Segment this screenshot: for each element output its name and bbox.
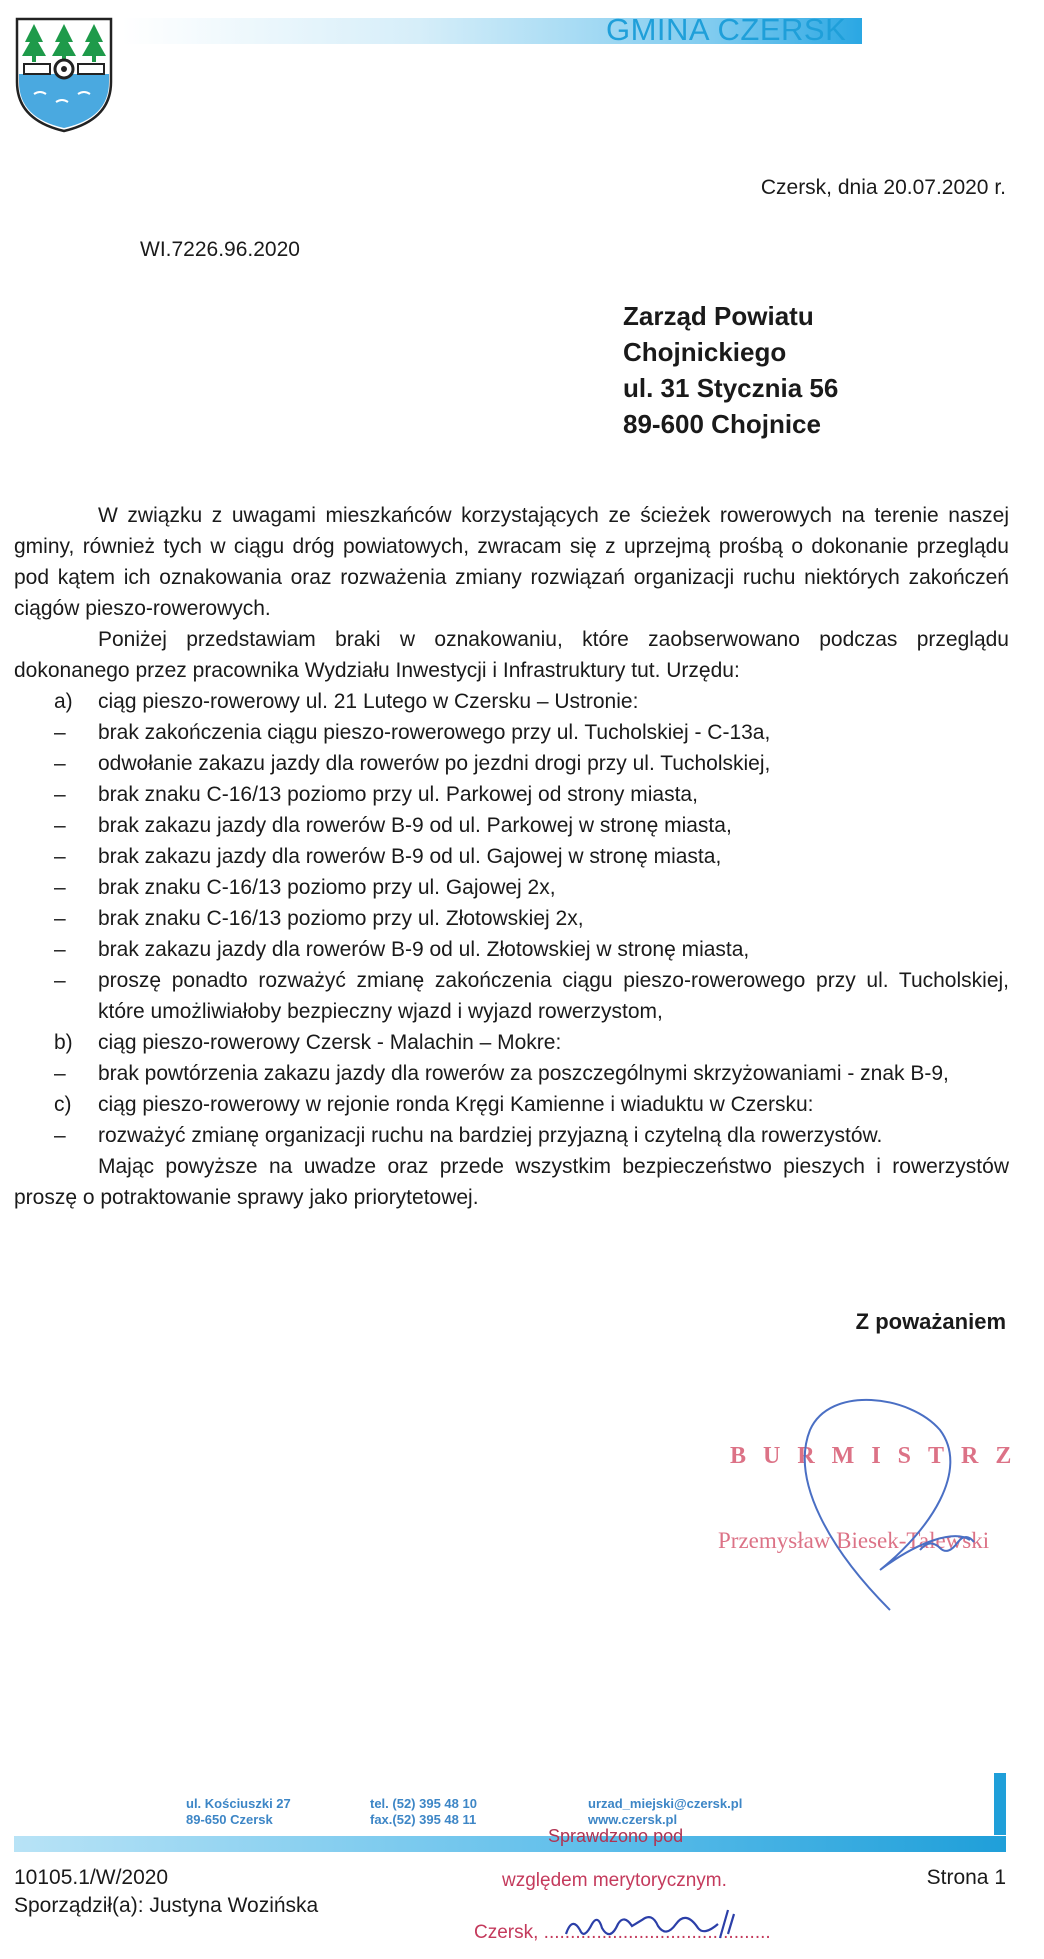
recipient-line: ul. 31 Stycznia 56	[623, 373, 839, 403]
list-item-text: brak powtórzenia zakazu jazdy dla rowerów za poszczególnymi skrzyżowaniami - znak B-9,	[98, 1062, 949, 1085]
footer-corner-bar	[994, 1773, 1006, 1835]
letterhead-title: GMINA CZERSK	[606, 12, 847, 47]
footer-address	[186, 1796, 291, 1828]
footer-fax: fax.(52) 395 48 11	[370, 1812, 477, 1827]
body-paragraph-2: Poniżej przedstawiam braki w oznakowaniu, które zaobserwowano podczas przeglądu dokonanego przez pracownika Wydziału Inwestycji i Infrastruktury tut. Urzędu:	[14, 628, 1009, 682]
reference-number: WI.7226.96.2020	[140, 238, 300, 261]
list-item	[14, 686, 1009, 717]
list-item-text: odwołanie zakazu jazdy dla rowerów po jezdni drogi przy ul. Tucholskiej,	[98, 752, 771, 775]
list-marker: a)	[54, 690, 73, 713]
verification-stamp-line: względem merytorycznym.	[502, 1870, 727, 1891]
list-marker: –	[54, 876, 66, 899]
body-paragraph-3: Mając powyższe na uwadze oraz przede wszystkim bezpieczeństwo pieszych i rowerzystów proszę o potraktowanie sprawy jako priorytetowej.	[14, 1155, 1009, 1209]
verification-handwritten-initials	[560, 1908, 790, 1948]
list-item-text: ciąg pieszo-rowerowy Czersk - Malachin – Mokre:	[98, 1031, 562, 1054]
list-marker: –	[54, 721, 66, 744]
handwritten-signature	[770, 1390, 1010, 1620]
list-marker: –	[54, 938, 66, 961]
footer-gradient-bar	[14, 1836, 1006, 1852]
recipient-address	[623, 298, 838, 442]
recipient-line: Zarząd Powiatu	[623, 301, 814, 331]
footer-address-line: 89-650 Czersk	[186, 1812, 273, 1827]
list-marker: –	[54, 969, 66, 992]
mayor-stamp-title: BURMISTRZ	[730, 1443, 1029, 1469]
body-paragraph-1: W związku z uwagami mieszkańców korzystających ze ścieżek rowerowych na terenie naszej gminy, również tych w ciągu dróg powiatowych, zwracam się z uprzejmą prośbą o dokonanie przeglądu pod kątem ich oznakowania oraz rozważenia zmiany rozwiązań organizacji ruchu niektórych zakończeń ciągów pieszo-rowerowych.	[14, 504, 1009, 620]
list-item-text: brak zakazu jazdy dla rowerów B-9 od ul. Złotowskiej w stronę miasta,	[98, 938, 750, 961]
list-marker: –	[54, 752, 66, 775]
list-item-text: brak zakończenia ciągu pieszo-rowerowego przy ul. Tucholskiej - C-13a,	[98, 721, 771, 744]
document-id: 10105.1/W/2020	[14, 1866, 169, 1889]
list-item-text: brak znaku C-16/13 poziomo przy ul. Gajowej 2x,	[98, 876, 556, 899]
list-item-text: brak znaku C-16/13 poziomo przy ul. Złotowskiej 2x,	[98, 907, 584, 930]
list-marker: –	[54, 907, 66, 930]
footer-email: urzad_miejski@czersk.pl	[588, 1796, 743, 1811]
list-marker: –	[54, 1062, 66, 1085]
list-item	[14, 1058, 1009, 1089]
mayor-stamp-name: Przemysław Biesek-Talewski	[718, 1528, 990, 1553]
list-marker: –	[54, 1124, 66, 1147]
list-item-text: brak zakazu jazdy dla rowerów B-9 od ul. Gajowej w stronę miasta,	[98, 845, 722, 868]
list-marker: –	[54, 845, 66, 868]
deficiency-list	[14, 686, 1009, 1151]
list-item	[14, 1027, 1009, 1058]
list-marker: c)	[54, 1093, 72, 1116]
prepared-by: Sporządził(a): Justyna Wozińska	[14, 1894, 319, 1917]
list-marker: –	[54, 783, 66, 806]
list-item	[14, 1120, 1009, 1151]
list-item	[14, 779, 1009, 810]
list-item-text: brak znaku C-16/13 poziomo przy ul. Parkowej od strony miasta,	[98, 783, 698, 806]
list-item-text: proszę ponadto rozważyć zmianę zakończenia ciągu pieszo-rowerowego przy ul. Tucholskiej, które umożliwiałoby bezpieczny wjazd i wyjazd rowerzystom,	[98, 969, 1009, 1023]
closing-salutation: Z poważaniem	[855, 1309, 1006, 1334]
footer-tel: tel. (52) 395 48 10	[370, 1796, 477, 1811]
footer-phone	[370, 1796, 477, 1828]
letter-date: Czersk, dnia 20.07.2020 r.	[760, 176, 1006, 199]
recipient-line: 89-600 Chojnice	[623, 409, 821, 439]
list-item	[14, 965, 1009, 1027]
list-item	[14, 934, 1009, 965]
list-item	[14, 1089, 1009, 1120]
list-item-text: ciąg pieszo-rowerowy w rejonie ronda Kręgi Kamienne i wiaduktu w Czersku:	[98, 1093, 814, 1116]
list-item	[14, 903, 1009, 934]
list-item-text: rozważyć zmianę organizacji ruchu na bardziej przyjazną i czytelną dla rowerzystów.	[98, 1124, 883, 1147]
list-item-text: ciąg pieszo-rowerowy ul. 21 Lutego w Czersku – Ustronie:	[98, 690, 639, 713]
list-marker: –	[54, 814, 66, 837]
list-marker: b)	[54, 1031, 73, 1054]
page-number: Strona 1	[926, 1866, 1006, 1889]
list-item	[14, 717, 1009, 748]
list-item	[14, 841, 1009, 872]
verification-stamp-line: Sprawdzono pod	[548, 1826, 684, 1846]
list-item-text: brak zakazu jazdy dla rowerów B-9 od ul. Parkowej w stronę miasta,	[98, 814, 732, 837]
list-item	[14, 872, 1009, 903]
list-item	[14, 748, 1009, 779]
list-item	[14, 810, 1009, 841]
recipient-line: Chojnickiego	[623, 337, 787, 367]
footer-website: www.czersk.pl	[588, 1812, 678, 1827]
footer-contact	[588, 1796, 742, 1828]
letter-body	[14, 500, 1009, 1213]
footer-address-line: ul. Kościuszki 27	[186, 1796, 291, 1811]
gmina-crest-logo	[14, 16, 114, 134]
verification-stamp-line: Czersk, ...........................................	[474, 1922, 771, 1943]
